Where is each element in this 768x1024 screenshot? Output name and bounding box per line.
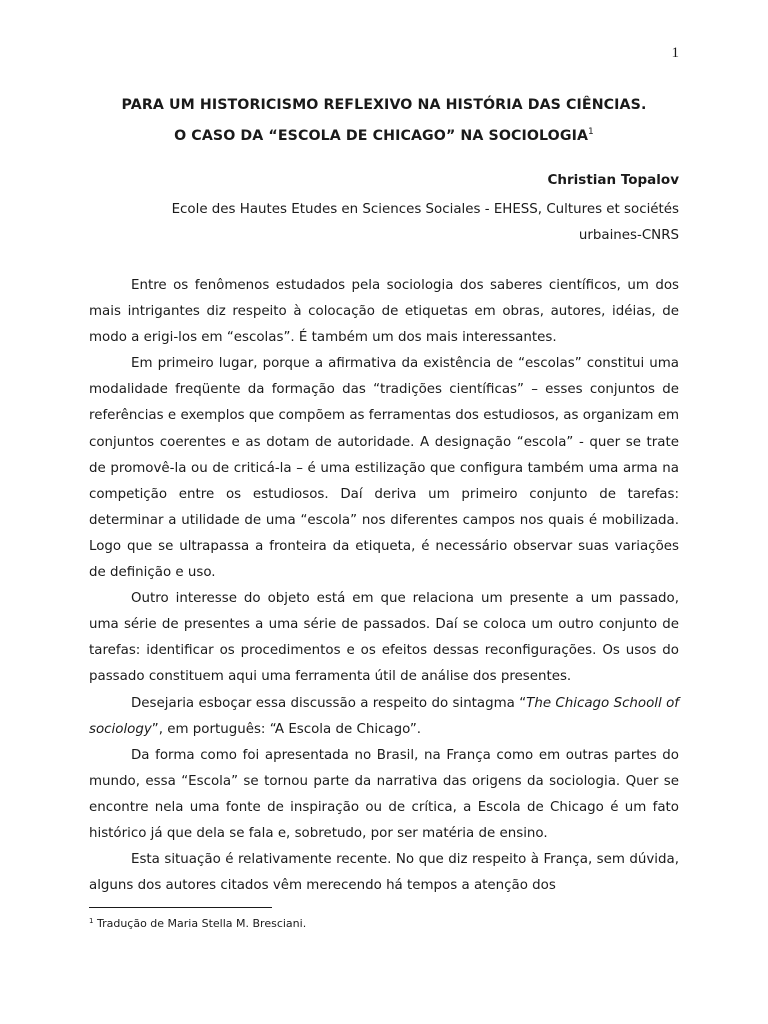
footnote-marker: 1 — [89, 917, 94, 925]
paragraph: Em primeiro lugar, porque a afirmativa da existência de “escolas” constitui uma modalidade freqüente da formação das “tradições científicas” – esses conjuntos de referências e exemplos que compõem as ferramentas dos estudiosos, as organizam em conjuntos coerentes e as dotam de autoridade. A designação “escola” - quer se trate de promovê-la ou de criticá-la – é uma estilização que configura também uma arma na competição entre os estudiosos. Daí deriva um primeiro conjunto de tarefas: determinar a utilidade de uma “escola” nos diferentes campos nos quais é mobilizada. Logo que se ultrapassa a fronteira da etiqueta, é necessário observar suas variações de definição e uso. — [89, 356, 679, 581]
footnote-separator — [89, 907, 272, 908]
affiliation-line-1: Ecole des Hautes Etudes en Sciences Sociales - EHESS, Cultures et sociétés — [171, 202, 679, 217]
title-footnote-marker: 1 — [588, 127, 594, 137]
document-title — [89, 92, 679, 150]
paragraph: Da forma como foi apresentada no Brasil, na França como em outras partes do mundo, essa “Escola” se tornou parte da narrativa das origens da sociologia. Quer se encontre nela uma fonte de inspiração ou de crítica, a Escola de Chicago é um fato histórico já que dela se fala e, sobretudo, por ser matéria de ensino. — [89, 747, 679, 841]
page-number: 1 — [671, 45, 679, 61]
title-line-2-text: O CASO DA “ESCOLA DE CHICAGO” NA SOCIOLOGIA — [174, 128, 589, 144]
paragraph-4-before: Desejaria esboçar essa discussão a respeito do sintagma “ — [131, 695, 527, 711]
paragraph: Outro interesse do objeto está em que relaciona um presente a um passado, uma série de presentes a uma série de passados. Daí se coloca um outro conjunto de tarefas: identificar os procedimentos e os efeitos dessas reconfigurações. Os usos do passado constituem aqui uma ferramenta útil de análise dos presentes. — [89, 591, 679, 685]
author-affiliation — [89, 197, 679, 249]
paragraph: Esta situação é relativamente recente. No que diz respeito à França, sem dúvida, alguns dos autores citados vêm merecendo há tempos a atenção dos — [89, 852, 679, 894]
title-line-1: PARA UM HISTORICISMO REFLEXIVO NA HISTÓRIA DAS CIÊNCIAS. — [121, 97, 647, 113]
paragraph-4-after: ”, em português: “A Escola de Chicago”. — [151, 721, 422, 737]
author-name: Christian Topalov — [547, 172, 679, 188]
paragraph — [89, 691, 679, 743]
footnote-text: Tradução de Maria Stella M. Bresciani. — [93, 917, 307, 930]
body-text — [89, 273, 679, 899]
footnote — [89, 917, 306, 930]
paragraph: Entre os fenômenos estudados pela sociologia dos saberes científicos, um dos mais intrigantes diz respeito à colocação de etiquetas em obras, autores, idéias, de modo a erigi-los em “escolas”. É também um dos mais interessantes. — [89, 278, 679, 346]
affiliation-line-2: urbaines-CNRS — [578, 228, 679, 243]
title-line-2 — [89, 119, 679, 150]
paragraph-4-italic: The Chicago Schooll of sociology — [89, 695, 679, 737]
